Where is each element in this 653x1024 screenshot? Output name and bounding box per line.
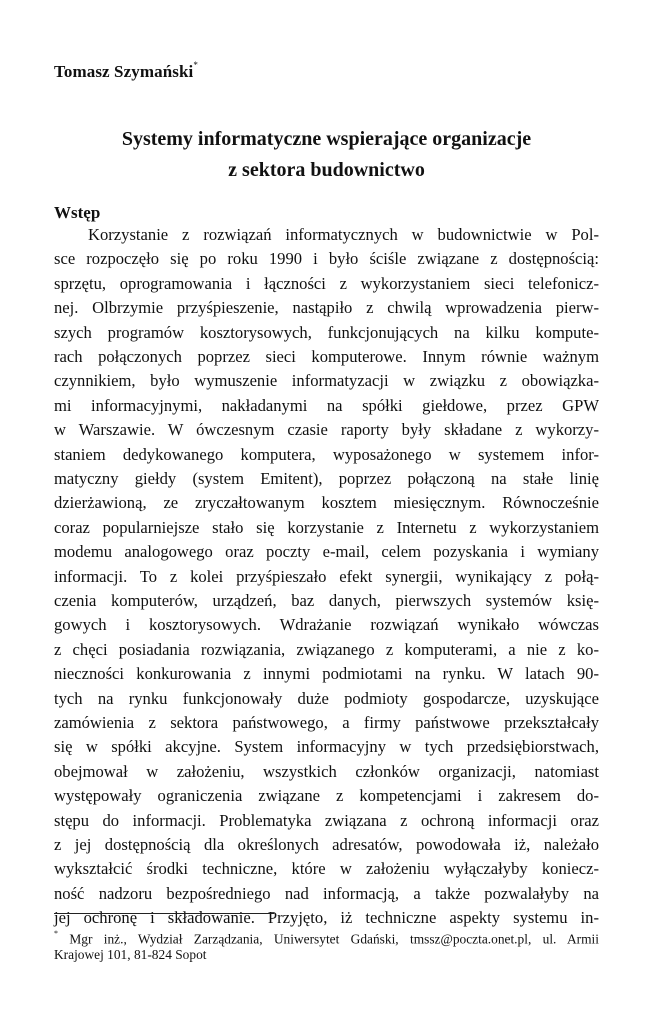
body-line: wykształcić środki techniczne, które w założeniu wyłączałyby koniecz- [54, 859, 599, 879]
footnote-marker: * [54, 929, 58, 938]
body-line: dzierżawioną, ze zryczałtowanym kosztem miesięcznym. Równocześnie [54, 493, 599, 513]
body-line: nej. Olbrzymie przyśpieszenie, nastąpiło z chwilą wprowadzenia pierw- [54, 298, 599, 318]
body-line: w Warszawie. W ówczesnym czasie raporty były składane z wykorzy- [54, 420, 599, 440]
body-line: modemu analogowego oraz poczty e-mail, celem pozyskania i wymiany [54, 542, 599, 562]
paper-title-line-2: z sektora budownictwo [228, 159, 425, 181]
body-line: mi informacyjnymi, nakładanymi na spółki giełdowe, przez GPW [54, 395, 599, 415]
body-line: z jej dostępnością dla określonych adresatów, powodowała iż, należało [54, 835, 599, 854]
body-line: staniem dedykowanego komputera, wyposażonego w systemem infor- [54, 444, 599, 464]
body-line: informacji. To z kolei przyśpieszało efekt synergii, wynikający z połą- [54, 566, 599, 586]
body-line: się w spółki akcyjne. System informacyjny w tych przedsiębiorstwach, [54, 737, 599, 757]
body-line: zamówienia z sektora państwowego, a firmy państwowe przekształcały [54, 713, 599, 732]
body-line: stępu do informacji. Problematyka związana z ochroną informacji oraz [54, 810, 599, 830]
body-line: Korzystanie z rozwiązań informatycznych w budownictwie w Pol- [88, 225, 599, 244]
footnote-text-1: Mgr inż., Wydział Zarządzania, Uniwersytet Gdański, tmssz@poczta.onet.pl, ul. Armii [69, 931, 599, 947]
body-line: jej ochronę i składowanie. Przyjęto, iż techniczne aspekty systemu in- [54, 908, 599, 928]
author-name-text: Tomasz Szymański [54, 62, 194, 81]
paper-title-line-1: Systemy informatyczne wspierające organizacje [121, 128, 532, 150]
body-line: gowych i kosztorysowych. Wdrażanie rozwiązań wynikało wówczas [54, 615, 599, 635]
body-line: z chęci posiadania rozwiązania, związanego z komputerami, a nie z ko- [54, 639, 599, 659]
footnote-line-2: Krajowej 101, 81-824 Sopot [54, 947, 207, 962]
body-line: sprzętu, oprogramowania i łączności z wykorzystaniem sieci telefonicz- [54, 273, 599, 293]
body-line: rach połączonych poprzez sieci komputerowe. Innym równie ważnym [54, 347, 599, 366]
body-line: ność nadzoru bezpośredniego nad informacją, a także pozwalałyby na [54, 883, 599, 903]
body-line: sce rozpoczęło się po roku 1990 i było ściśle związane z dostępnością: [54, 249, 599, 269]
footnote-divider [54, 913, 274, 914]
body-line: szych programów kosztorysowych, funkcjonujących na kilku kompute- [54, 322, 599, 342]
body-line: nieczności konkurowania z innymi podmiotami na rynku. W latach 90- [54, 664, 599, 684]
body-line: obejmował w założeniu, wszystkich członków organizacji, natomiast [54, 761, 599, 781]
body-line: tych na rynku funkcjonowały duże podmioty gospodarcze, uzyskujące [54, 688, 599, 708]
author-footnote-marker: * [193, 60, 198, 71]
body-line: czenia komputerów, urządzeń, baz danych, pierwszych systemów księ- [54, 591, 599, 610]
body-line: czynnikiem, było wymuszenie informatyzacji w związku z obowiązka- [54, 371, 599, 391]
author-name [54, 62, 198, 82]
section-heading: Wstęp [54, 203, 101, 222]
body-line: występowały ograniczenia związane z kompetencjami i zakresem do- [54, 786, 599, 806]
body-line: coraz popularniejsze stało się korzystanie z Internetu z wykorzystaniem [54, 517, 599, 537]
body-line: matyczny giełdy (system Emitent), poprzez połączoną na stałe linię [54, 469, 599, 488]
